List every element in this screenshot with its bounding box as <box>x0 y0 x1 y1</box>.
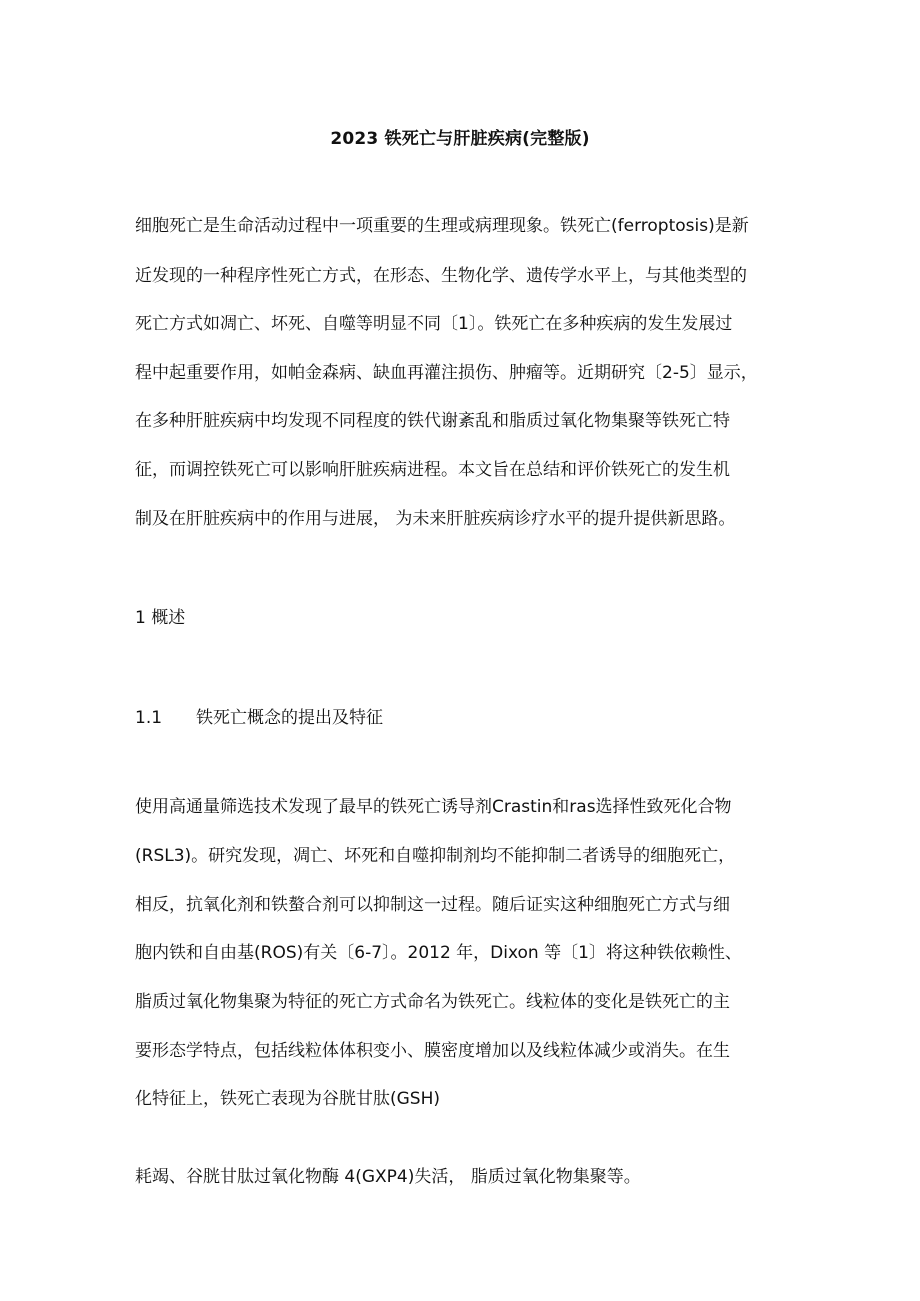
paragraph-2-line: 脂质过氧化物集聚为特征的死亡方式命名为铁死亡。线粒体的变化是铁死亡的主 <box>135 992 730 1012</box>
paragraph-2-line: 要形态学特点，包括线粒体体积变小、膜密度增加以及线粒体减少或消失。在生 <box>135 1041 730 1061</box>
paragraph-2-line: 胞内铁和自由基(ROS)有关〔6-7〕。2012 年，Dixon 等〔1〕将这种铁依赖性、 <box>135 943 742 963</box>
paragraph-3-line: 耗竭、谷胱甘肽过氧化物酶 4(GXP4)失活， 脂质过氧化物集聚等。 <box>135 1167 641 1187</box>
paragraph-1-line: 程中起重要作用，如帕金森病、缺血再灌注损伤、肿瘤等。近期研究〔2-5〕显示， <box>135 363 758 383</box>
paragraph-2-line: 化特征上，铁死亡表现为谷胱甘肽(GSH) <box>135 1089 441 1109</box>
paragraph-1-line: 细胞死亡是生命活动过程中一项重要的生理或病理现象。铁死亡(ferroptosis)是新 <box>135 216 749 236</box>
document-title: 2023 铁死亡与肝脏疾病(完整版) <box>330 129 590 149</box>
paragraph-2-line: 使用高通量筛选技术发现了最早的铁死亡诱导剂Crastin和ras选择性致死化合物 <box>135 797 732 817</box>
paragraph-1-line: 近发现的一种程序性死亡方式，在形态、生物化学、遗传学水平上，与其他类型的 <box>135 266 747 286</box>
paragraph-1-line: 死亡方式如凋亡、坏死、自噬等明显不同〔1〕。铁死亡在多种疾病的发生发展过 <box>135 314 733 334</box>
paragraph-1-line: 在多种肝脏疾病中均发现不同程度的铁代谢紊乱和脂质过氧化物集聚等铁死亡特 <box>135 411 730 431</box>
paragraph-2-line: (RSL3)。研究发现，凋亡、坏死和自噬抑制剂均不能抑制二者诱导的细胞死亡， <box>135 846 736 866</box>
section-1-1-heading: 1.1 铁死亡概念的提出及特征 <box>135 708 384 728</box>
section-1-heading: 1 概述 <box>135 608 186 628</box>
paragraph-1-line: 制及在肝脏疾病中的作用与进展， 为未来肝脏疾病诊疗水平的提升提供新思路。 <box>135 509 736 529</box>
paragraph-1-line: 征，而调控铁死亡可以影响肝脏疾病进程。本文旨在总结和评价铁死亡的发生机 <box>135 460 730 480</box>
paragraph-2-line: 相反，抗氧化剂和铁螯合剂可以抑制这一过程。随后证实这种细胞死亡方式与细 <box>135 895 730 915</box>
